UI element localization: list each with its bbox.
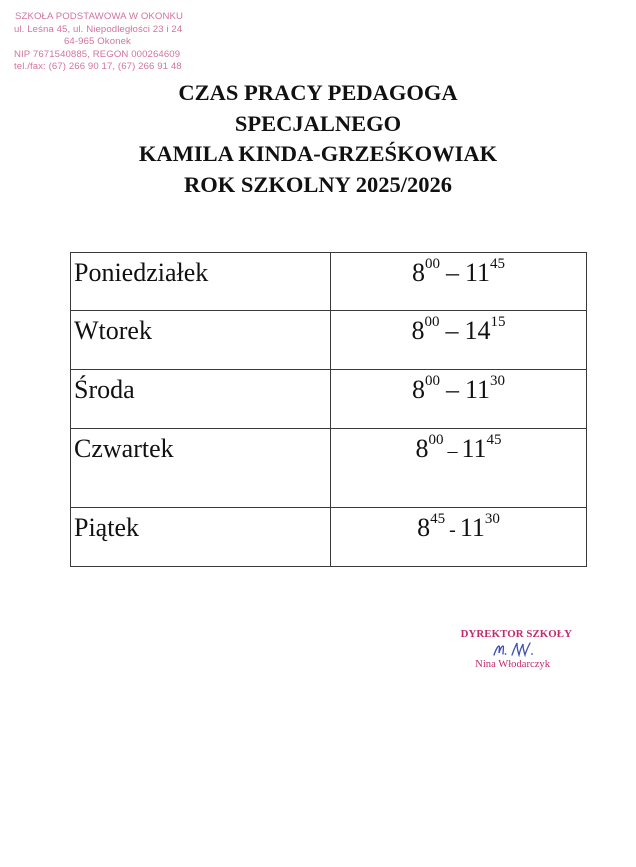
table-row bbox=[71, 253, 587, 311]
start-hour: 8 bbox=[417, 513, 431, 542]
time-separator: – bbox=[445, 375, 459, 404]
table-row bbox=[71, 311, 587, 370]
end-time bbox=[465, 258, 505, 288]
stamp-school-name: SZKOŁA PODSTAWOWA W OKONKU bbox=[15, 11, 184, 22]
start-hour: 8 bbox=[415, 434, 429, 463]
document-title bbox=[0, 78, 636, 200]
start-time bbox=[417, 513, 445, 543]
day-cell: Wtorek bbox=[71, 311, 331, 370]
day-cell: Poniedziałek bbox=[71, 253, 331, 311]
time-separator: – bbox=[447, 440, 458, 462]
end-hour: 11 bbox=[461, 434, 487, 463]
handwritten-signature bbox=[492, 640, 536, 658]
hours-cell bbox=[331, 429, 587, 508]
title-line-4: ROK SZKOLNY 2025/2026 bbox=[184, 171, 452, 197]
end-hour: 11 bbox=[459, 513, 485, 542]
hours-cell bbox=[331, 370, 587, 429]
school-stamp bbox=[14, 11, 196, 74]
title-line-1: CZAS PRACY PEDAGOGA bbox=[178, 80, 458, 105]
end-hour: 11 bbox=[464, 258, 491, 287]
start-time bbox=[412, 375, 440, 405]
day-cell: Piątek bbox=[71, 508, 331, 567]
time-separator: – bbox=[445, 316, 459, 345]
end-hour: 11 bbox=[464, 375, 491, 404]
day-cell: Czwartek bbox=[71, 429, 331, 508]
table-row bbox=[71, 370, 587, 429]
director-signature-block bbox=[446, 628, 572, 671]
start-minute: 00 bbox=[424, 256, 440, 273]
end-minute: 45 bbox=[490, 256, 506, 273]
end-minute: 30 bbox=[490, 373, 506, 390]
table-row bbox=[71, 508, 587, 567]
stamp-phone: tel./fax: (67) 266 90 17, (67) 266 91 48 bbox=[14, 61, 182, 73]
end-hour: 14 bbox=[464, 316, 491, 345]
table-row bbox=[71, 429, 587, 508]
stamp-address: ul. Leśna 45, ul. Niepodległości 23 i 24 bbox=[14, 23, 183, 35]
start-time bbox=[412, 316, 440, 346]
start-hour: 8 bbox=[411, 316, 425, 345]
title-line-2: SPECJALNEGO bbox=[234, 110, 402, 136]
hours-cell bbox=[331, 311, 587, 370]
hours-cell bbox=[331, 253, 587, 311]
end-time bbox=[461, 434, 501, 464]
end-minute: 45 bbox=[486, 432, 502, 449]
end-minute: 30 bbox=[484, 511, 500, 528]
end-time bbox=[465, 375, 505, 405]
stamp-postal-code: 64-965 Okonek bbox=[64, 36, 131, 48]
start-hour: 8 bbox=[411, 375, 425, 404]
start-minute: 00 bbox=[428, 432, 444, 449]
start-minute: 45 bbox=[430, 511, 446, 528]
end-time bbox=[465, 316, 506, 346]
day-cell: Środa bbox=[71, 370, 331, 429]
time-separator: - bbox=[449, 519, 456, 541]
schedule-table bbox=[70, 252, 587, 567]
director-name: Nina Włodarczyk bbox=[475, 659, 550, 670]
start-minute: 00 bbox=[424, 373, 440, 390]
time-separator: – bbox=[445, 258, 459, 287]
start-hour: 8 bbox=[411, 258, 425, 287]
end-minute: 15 bbox=[490, 314, 506, 331]
director-title: DYREKTOR SZKOŁY bbox=[460, 628, 572, 640]
title-line-3: KAMILA KINDA-GRZEŚKOWIAK bbox=[138, 141, 498, 166]
end-time bbox=[460, 513, 500, 543]
stamp-tax-ids: NIP 7671540885, REGON 000264609 bbox=[14, 48, 181, 60]
start-minute: 00 bbox=[424, 314, 440, 331]
start-time bbox=[415, 434, 443, 464]
hours-cell bbox=[331, 508, 587, 567]
start-time bbox=[412, 258, 440, 288]
